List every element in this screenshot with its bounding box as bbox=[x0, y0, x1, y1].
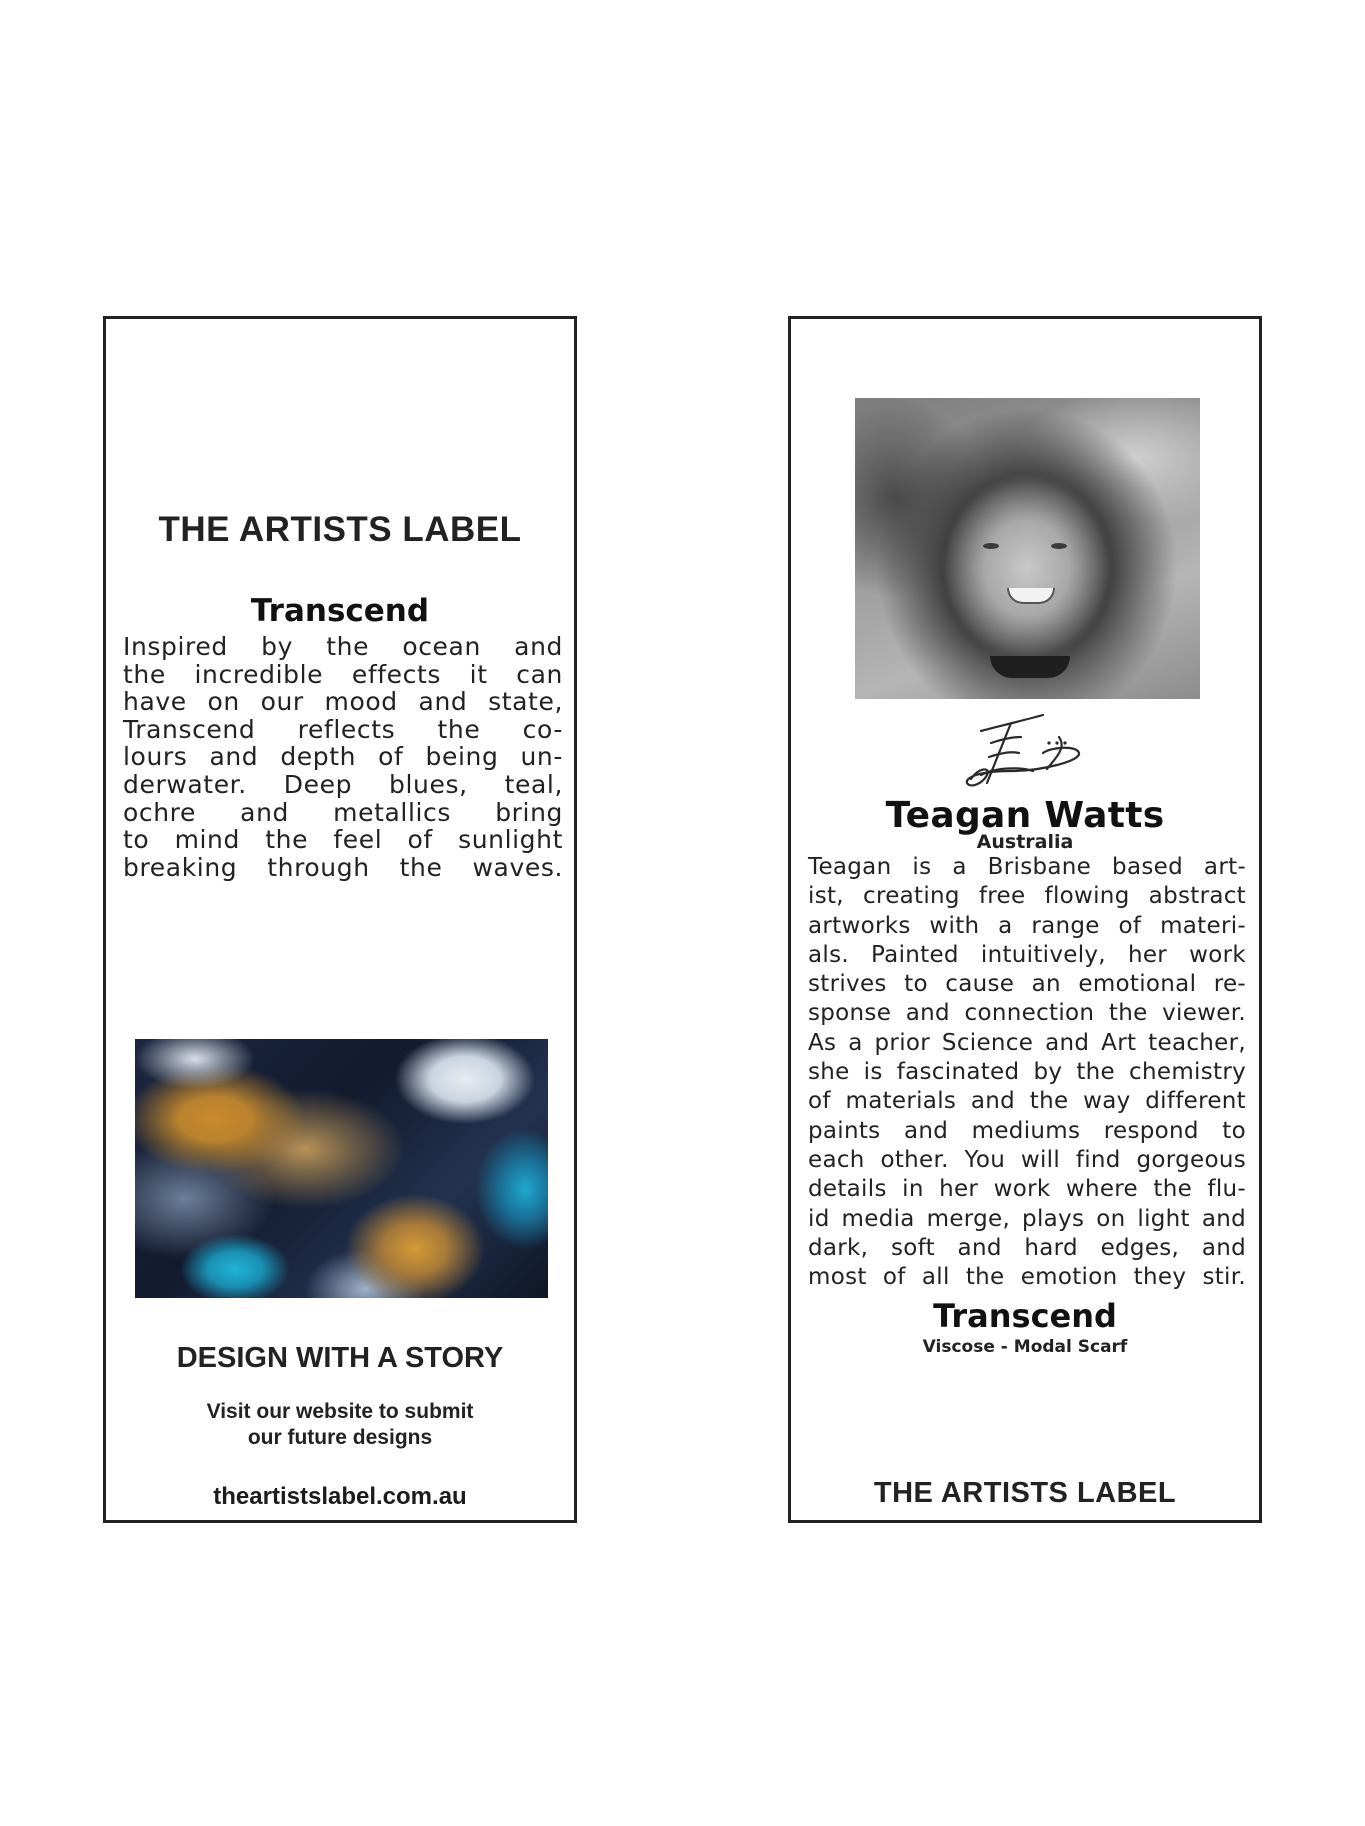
label-card-front bbox=[103, 316, 577, 1523]
description-line: to mind the feel of sunlight bbox=[123, 825, 563, 855]
description-line: derwater. Deep blues, teal, bbox=[123, 769, 563, 799]
cta-line: our future designs bbox=[247, 1426, 433, 1449]
artist-bio bbox=[808, 853, 1246, 1292]
description-line: ochre and metallics bring bbox=[123, 797, 563, 827]
description-line: have on our mood and state, bbox=[123, 687, 563, 717]
bio-line: dark, soft and hard edges, and bbox=[808, 1234, 1246, 1261]
artist-name: Teagan Watts bbox=[885, 795, 1165, 836]
description-line: breaking through the waves. bbox=[123, 852, 563, 882]
product-title: Transcend bbox=[933, 1297, 1117, 1335]
description-line: Transcend reflects the co- bbox=[123, 714, 563, 744]
product-title: Transcend bbox=[250, 593, 430, 629]
brand-title: THE ARTISTS LABEL bbox=[158, 510, 522, 549]
cta-line: Visit our website to submit bbox=[206, 1400, 474, 1423]
bio-line: details in her work where the flu- bbox=[808, 1176, 1246, 1203]
cta-text bbox=[106, 1399, 574, 1451]
portrait-smile bbox=[1007, 588, 1055, 604]
bio-line: paints and mediums respond to bbox=[808, 1117, 1246, 1144]
tagline: DESIGN WITH A STORY bbox=[176, 1342, 504, 1374]
description-line: Inspired by the ocean and bbox=[123, 632, 563, 661]
product-description bbox=[123, 633, 563, 881]
description-line: the incredible effects it can bbox=[123, 659, 563, 689]
portrait-eye bbox=[1051, 543, 1067, 549]
bio-line: strives to cause an emotional re- bbox=[808, 971, 1246, 998]
artist-portrait bbox=[855, 398, 1200, 699]
bio-line: sponse and connection the viewer. bbox=[808, 1000, 1246, 1027]
bio-line: most of all the emotion they stir. bbox=[808, 1264, 1246, 1291]
portrait-eye bbox=[983, 543, 999, 549]
bio-line: of materials and the way different bbox=[808, 1088, 1246, 1115]
artwork-image bbox=[135, 1039, 548, 1298]
signature-icon bbox=[951, 709, 1111, 799]
website-link[interactable]: theartistslabel.com.au bbox=[213, 1483, 467, 1510]
bio-line: ist, creating free flowing abstract bbox=[808, 883, 1246, 910]
bio-line: she is fascinated by the chemistry bbox=[808, 1059, 1246, 1086]
description-line: lours and depth of being un- bbox=[123, 742, 563, 772]
artist-country: Australia bbox=[976, 831, 1074, 853]
bio-line: artworks with a range of materi- bbox=[808, 912, 1246, 939]
product-material: Viscose - Modal Scarf bbox=[922, 1337, 1128, 1357]
bio-line: Teagan is a Brisbane based art- bbox=[808, 854, 1246, 880]
bio-line: each other. You will find gorgeous bbox=[808, 1146, 1246, 1173]
bio-line: id media merge, plays on light and bbox=[808, 1205, 1246, 1232]
label-card-back bbox=[788, 316, 1262, 1523]
bio-line: als. Painted intuitively, her work bbox=[808, 941, 1246, 968]
brand-title: THE ARTISTS LABEL bbox=[873, 1477, 1177, 1509]
portrait-choker bbox=[990, 656, 1070, 678]
bio-line: As a prior Science and Art teacher, bbox=[808, 1029, 1246, 1056]
